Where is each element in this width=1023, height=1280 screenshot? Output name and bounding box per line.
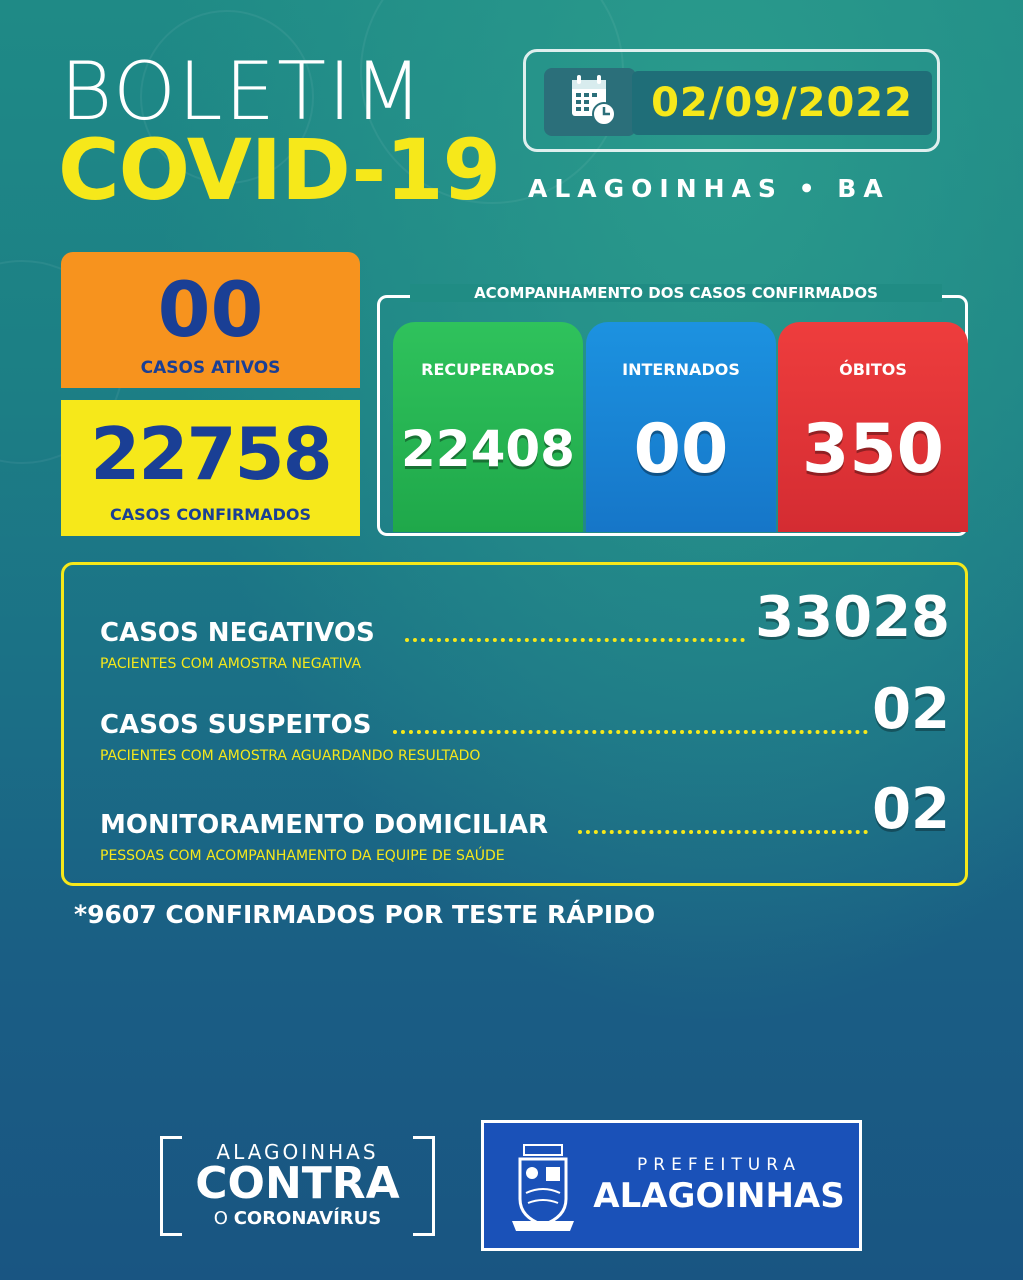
suspect-cases-value: 02 <box>872 677 950 742</box>
prefeitura-logo <box>481 1120 862 1251</box>
title-boletim: BOLETIM <box>60 45 425 138</box>
location-label: ALAGOINHAS • BA <box>528 174 890 203</box>
home-monitoring-sub: PESSOAS COM ACOMPANHAMENTO DA EQUIPE DE SAÚDE <box>100 848 505 864</box>
campaign-line1: ALAGOINHAS <box>216 1140 379 1164</box>
hospitalized-card <box>586 322 776 532</box>
hospitalized-value: 00 <box>633 410 729 489</box>
suspect-cases-sub: PACIENTES COM AMOSTRA AGUARDANDO RESULTADO <box>100 748 481 764</box>
prefeitura-line1: PREFEITURA <box>637 1155 801 1175</box>
home-monitoring-value: 02 <box>872 777 950 842</box>
campaign-logo <box>160 1136 435 1236</box>
dotted-leader <box>405 638 745 642</box>
hospitalized-label: INTERNADOS <box>622 360 740 379</box>
city-crest-icon <box>510 1141 576 1233</box>
suspect-cases-label: CASOS SUSPEITOS <box>100 710 372 740</box>
active-cases-value: 00 <box>157 265 264 354</box>
rapid-test-footnote: *9607 CONFIRMADOS POR TESTE RÁPIDO <box>74 900 656 929</box>
negative-cases-row <box>100 585 950 698</box>
active-cases-label: CASOS ATIVOS <box>140 358 281 378</box>
recovered-value: 22408 <box>401 420 575 478</box>
confirmed-cases-value: 22758 <box>90 412 331 496</box>
deaths-card <box>778 322 968 532</box>
campaign-line2: CONTRA <box>195 1158 400 1209</box>
active-cases-box <box>61 252 360 388</box>
deaths-label: ÓBITOS <box>839 360 907 379</box>
tracking-title: ACOMPANHAMENTO DOS CASOS CONFIRMADOS <box>410 284 942 302</box>
suspect-cases-row <box>100 677 950 790</box>
deaths-value: 350 <box>802 410 944 489</box>
confirmed-cases-label: CASOS CONFIRMADOS <box>110 505 311 524</box>
date-box <box>523 49 940 152</box>
recovered-label: RECUPERADOS <box>421 360 555 379</box>
campaign-line3-prefix: O <box>213 1208 228 1229</box>
dotted-leader <box>393 730 868 734</box>
confirmed-cases-box <box>61 400 360 536</box>
title-covid: COVID-19 <box>58 121 501 219</box>
negative-cases-value: 33028 <box>755 585 950 650</box>
calendar-clock-icon <box>544 68 636 136</box>
dotted-leader <box>578 830 868 834</box>
negative-cases-sub: PACIENTES COM AMOSTRA NEGATIVA <box>100 656 362 672</box>
campaign-line3-main: CORONAVÍRUS <box>233 1208 382 1229</box>
recovered-card <box>393 322 583 532</box>
prefeitura-line2: ALAGOINHAS <box>593 1176 845 1216</box>
home-monitoring-row <box>100 777 950 890</box>
bulletin-date: 02/09/2022 <box>632 71 932 135</box>
home-monitoring-label: MONITORAMENTO DOMICILIAR <box>100 810 549 840</box>
negative-cases-label: CASOS NEGATIVOS <box>100 618 375 648</box>
campaign-line3 <box>160 1208 435 1229</box>
